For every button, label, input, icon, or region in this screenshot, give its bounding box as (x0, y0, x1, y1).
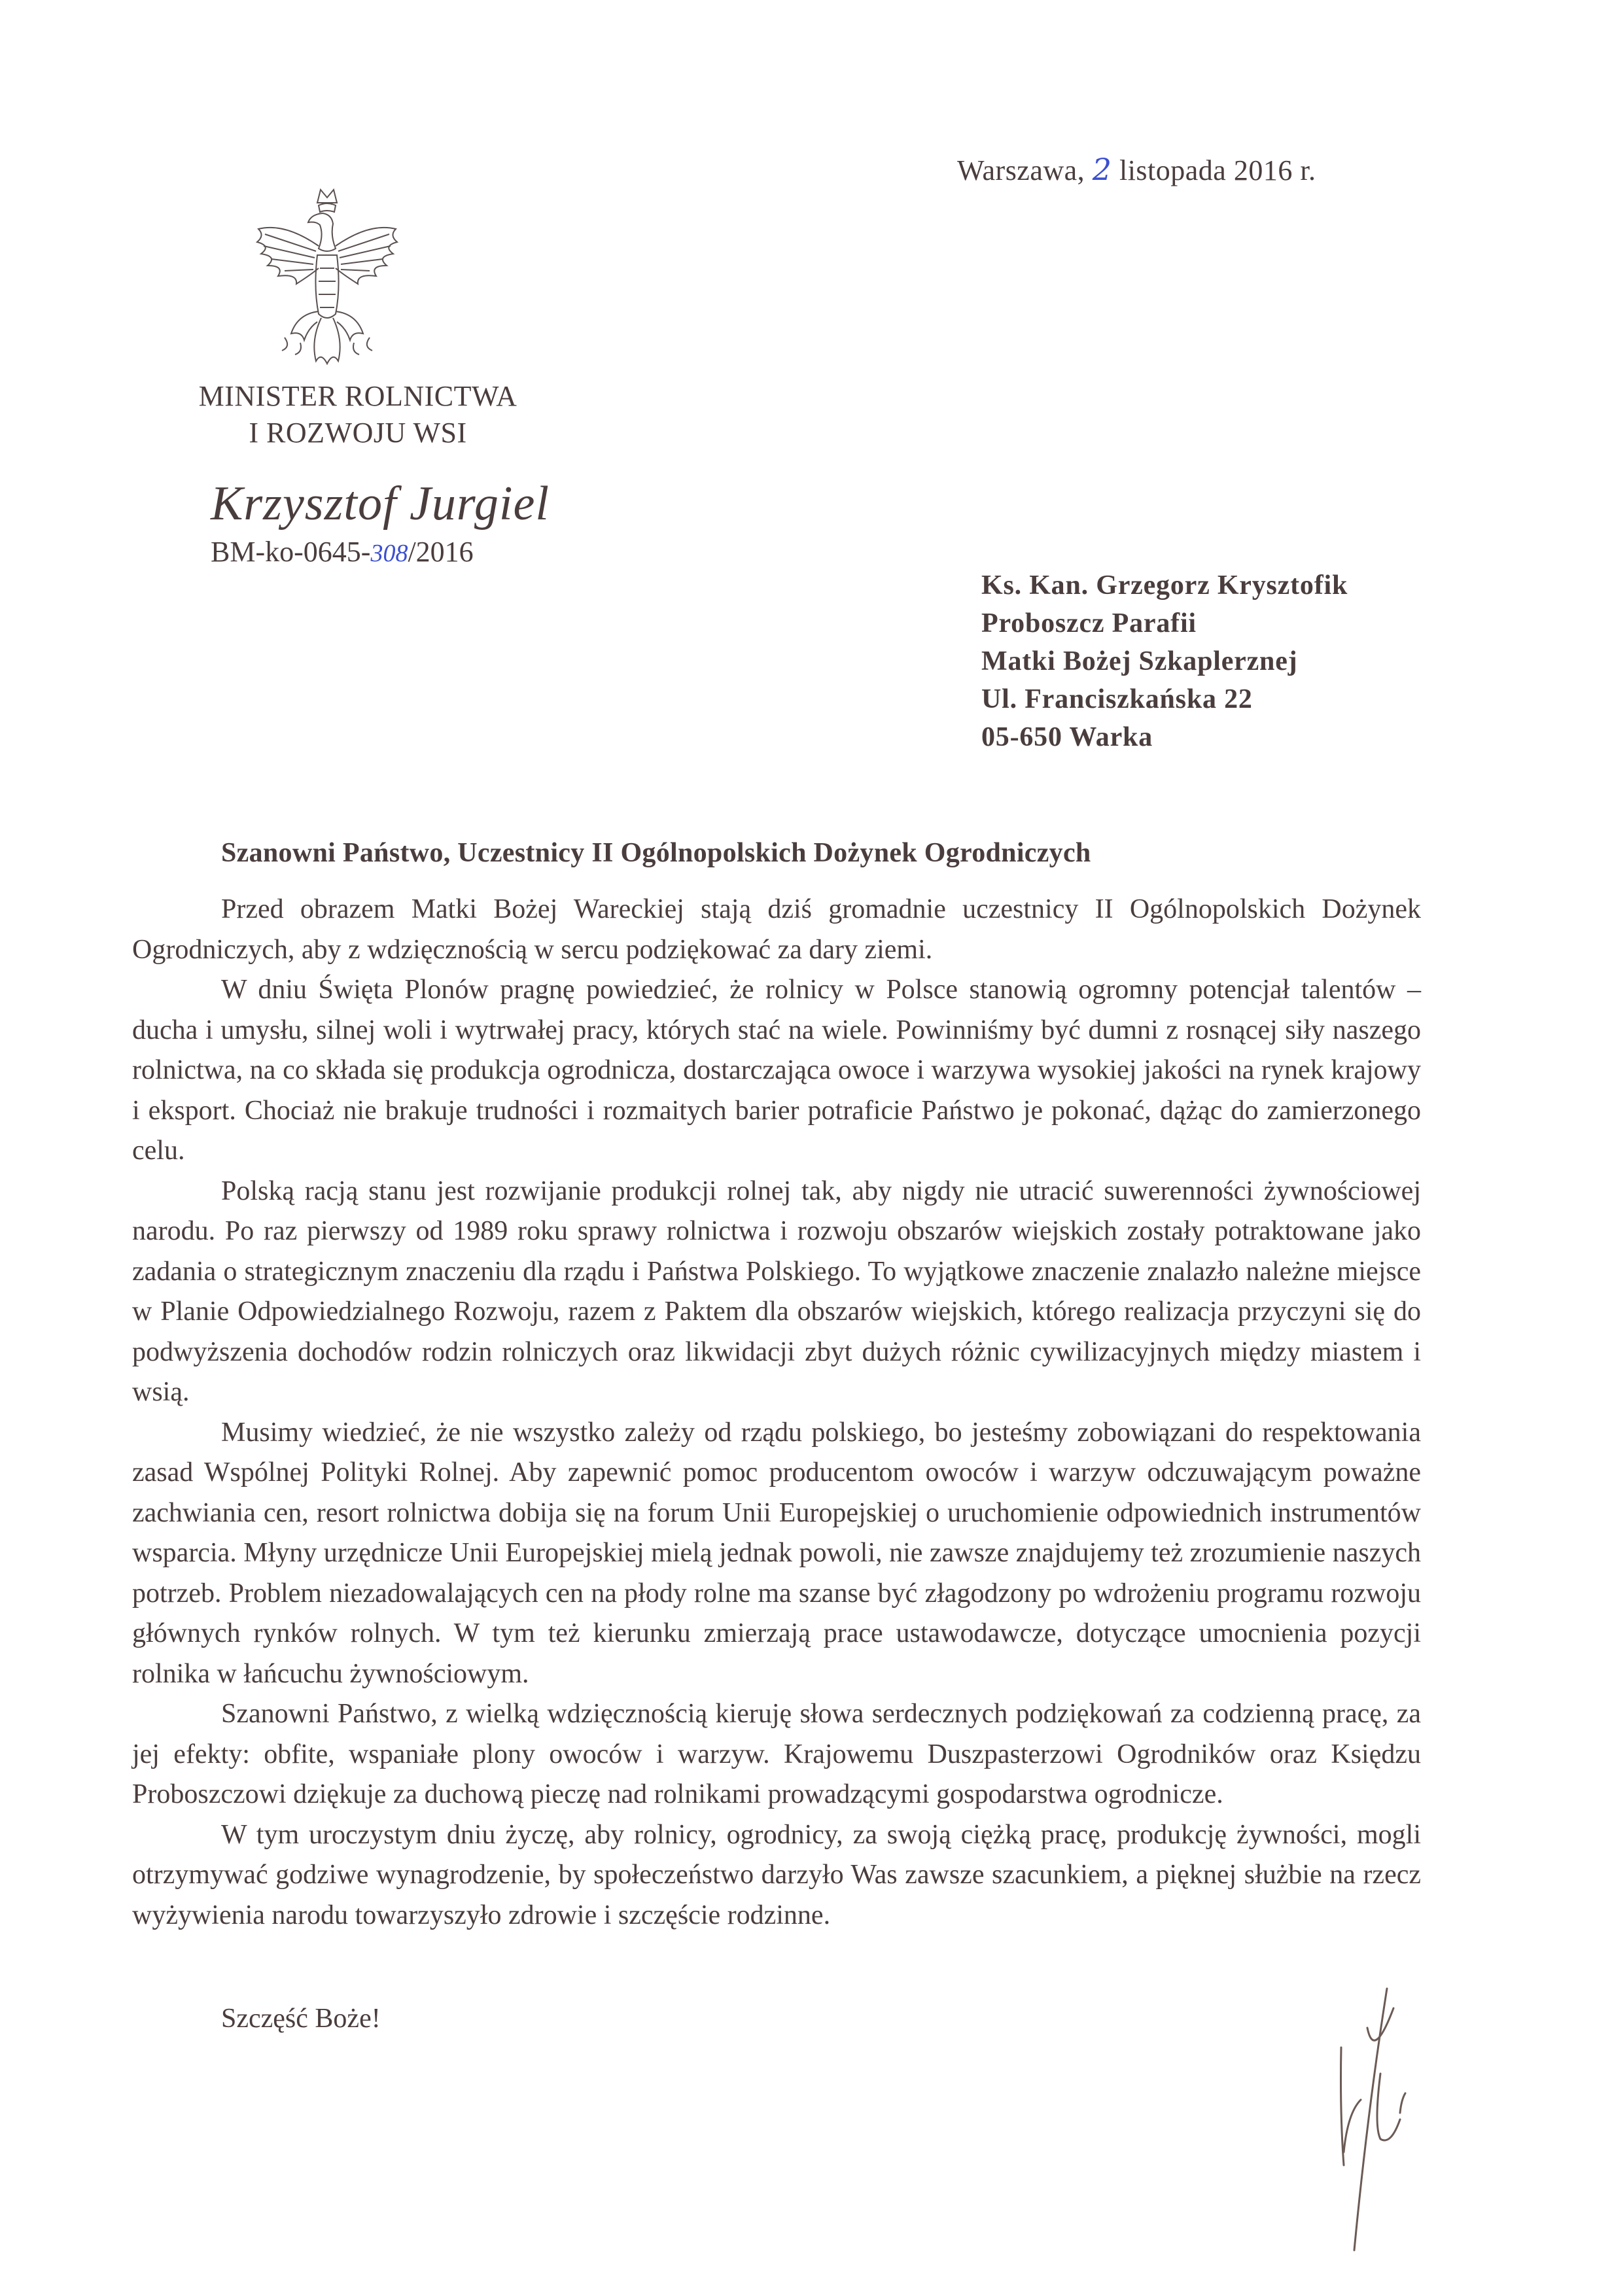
paragraph: W tym uroczystym dniu życzę, aby rolnicy, ogrodnicy, za swoją ciężką pracę, produkcję żywności, mogli otrzymywać godziwe wynagrodzenie, by społeczeństwo darzyło Was zawsze szacunkiem, a pięknej służbie na rzecz wyżywienia narodu towarzyszyło zdrowie i szczęście rodzinne. (132, 1819, 1421, 1930)
recipient-city: 05-650 Warka (981, 722, 1153, 752)
polish-eagle-emblem-icon (245, 183, 409, 366)
letter-body (132, 890, 1421, 1936)
ministry-name (165, 378, 551, 451)
letter-date (957, 152, 1316, 187)
paragraph: Musimy wiedzieć, że nie wszystko zależy od rządu polskiego, bo jesteśmy zobowiązani do respektowania zasad Wspólnej Polityki Rolnej. Aby zapewnić pomoc producentom owoców i warzyw odczuwającym poważne zachwiania cen, resort rolnictwa dobija się na forum Unii Europejskiej o uruchomienie odpowiednich instrumentów wsparcia. Młyny urzędnicze Unii Europejskiej mielą jednak powoli, nie zawsze znajdujemy też zrozumienie naszych potrzeb. Problem niezadowalających cen na płody rolne ma szanse być złagodzony po wdrożeniu programu rozwoju głównych rynków rolnych. W tym też kierunku zmierzają prace ustawodawcze, dotyczące umocnienia pozycji rolnika w łańcuchu żywnościowym. (132, 1417, 1421, 1689)
letter-closing: Szczęść Boże! (221, 2004, 381, 2034)
reference-suffix: /2016 (408, 536, 474, 568)
letter-salutation: Szanowni Państwo, Uczestnicy II Ogólnopolskich Dożynek Ogrodniczych (221, 838, 1091, 868)
paragraph: Polską racją stanu jest rozwijanie produkcji rolnej tak, aby nigdy nie utracić suwerenności żywnościowej narodu. Po raz pierwszy od 1989 roku sprawy rolnictwa i rozwoju obszarów wiejskich zostały potraktowane jako zadania o strategicznym znaczeniu dla rządu i Państwa Polskiego. To wyjątkowe znaczenie znalazło należne miejsce w Planie Odpowiedzialnego Rozwoju, razem z Paktem dla obszarów wiejskich, którego realizacja przyczyni się do podwyższenia dochodów rodzin rolniczych oraz likwidacji zbyt dużych różnic cywilizacyjnych między miastem i wsią. (132, 1175, 1421, 1407)
reference-prefix: BM-ko-0645- (211, 536, 371, 568)
ministry-line-2: I ROZWOJU WSI (249, 417, 467, 449)
ministry-line-1: MINISTER ROLNICTWA (198, 380, 517, 412)
date-month-year: listopada 2016 r. (1119, 154, 1316, 186)
date-place: Warszawa, (957, 154, 1085, 186)
recipient-address (981, 566, 1348, 756)
recipient-street: Ul. Franciszkańska 22 (981, 684, 1253, 714)
recipient-name: Ks. Kan. Grzegorz Krysztofik (981, 570, 1348, 600)
minister-name: Krzysztof Jurgiel (211, 477, 550, 531)
paragraph: W dniu Święta Plonów pragnę powiedzieć, że rolnicy w Polsce stanowią ogromny potencjał talentów – ducha i umysłu, silnej woli i wytrwałej pracy, których stać na wiele. Powinniśmy być dumni z rosnącej siły naszego rolnictwa, na co składa się produkcja ogrodnicza, dostarczająca owoce i warzywa wysokiej jakości na rynek krajowy i eksport. Chociaż nie brakuje trudności i rozmaitych barier potraficie Państwo je pokonać, dążąc do zamierzonego celu. (132, 975, 1421, 1166)
reference-number (211, 535, 474, 568)
handwritten-signature-icon (1328, 1982, 1472, 2257)
paragraph: Przed obrazem Matki Bożej Wareckiej stają dziś gromadnie uczestnicy II Ogólnopolskich Dożynek Ogrodniczych, aby z wdzięcznością w sercu podziękować za dary ziemi. (132, 894, 1421, 965)
recipient-parish: Matki Bożej Szkaplerznej (981, 646, 1298, 676)
date-day-handwritten: 2 (1092, 152, 1112, 187)
reference-handwritten-number: 308 (370, 540, 408, 567)
paragraph: Szanowni Państwo, z wielką wdzięcznością kieruję słowa serdecznych podziękowań za codzienną pracę, za jej efekty: obfite, wspaniałe plony owoców i warzyw. Krajowemu Duszpasterzowi Ogrodników oraz Księdzu Proboszczowi dziękuje za duchową pieczę nad rolnikami prowadzącymi gospodarstwa ogrodnicze. (132, 1699, 1421, 1809)
recipient-title: Proboszcz Parafii (981, 608, 1197, 638)
